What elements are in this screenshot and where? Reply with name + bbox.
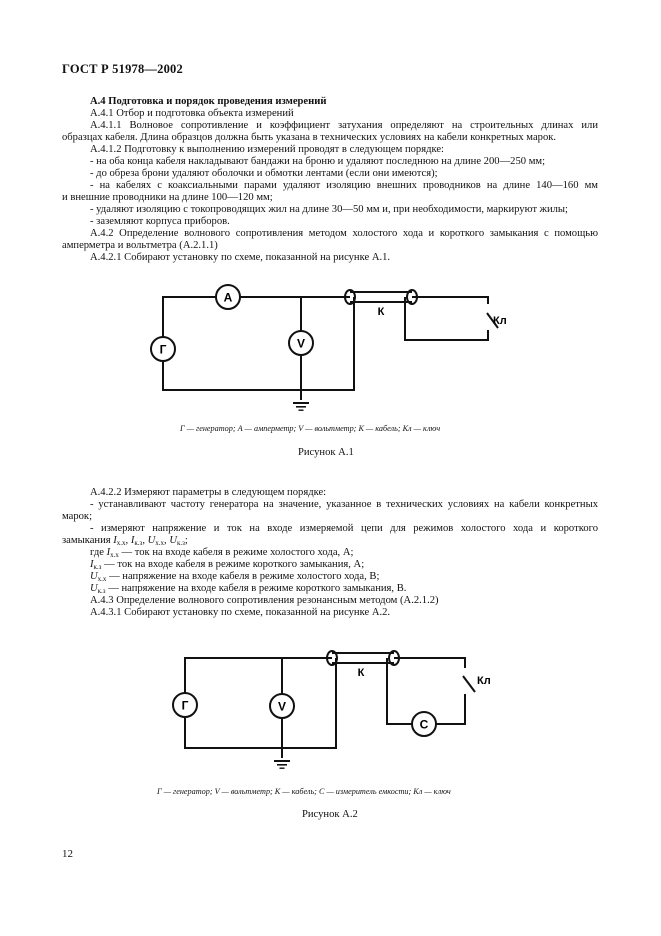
wire	[436, 694, 465, 724]
paragraph-a422: А.4.2.2 Измеряют параметры в следующем порядке:	[90, 487, 327, 498]
ammeter-label: А	[223, 290, 233, 305]
cable-body	[350, 292, 412, 302]
definition-item: $U_{х.х}$ — напряжение на входе кабеля в режиме холостого хода, В;	[90, 571, 380, 583]
wire	[163, 297, 354, 390]
paragraph-a43: А.4.3 Определение волнового сопротивления резонансным методом (А.2.1.2)	[90, 595, 439, 606]
paragraph-a412: А.4.1.2 Подготовку к выполнению измерений проводят в следующем порядке:	[90, 144, 444, 155]
wire	[387, 658, 412, 724]
definition-item: где $I_{х.х}$ — ток на входе кабеля в режиме холостого хода, А;	[90, 547, 354, 559]
cable-label: К	[357, 667, 365, 679]
wire	[163, 297, 216, 337]
figure-a2-title: Рисунок А.2	[302, 809, 358, 820]
paragraph-a411-line1: А.4.1.1 Волновое сопротивление и коэффициент затухания определяют на строительных длинах или	[90, 120, 598, 131]
list-item-continuation: и внешние проводники на длине 100—120 мм;	[62, 192, 273, 203]
paragraph-a42-line2: амперметра и вольтметра (А.2.1.1)	[62, 240, 218, 251]
voltmeter-label: V	[296, 336, 306, 351]
wire	[394, 658, 465, 668]
ground-icon	[293, 402, 309, 404]
figure-a2-circuit	[160, 646, 510, 774]
definition-item: $I_{к.з}$ — ток на входе кабеля в режиме короткого замыкания, А;	[90, 559, 365, 571]
generator-label: Г	[159, 342, 167, 357]
key-switch	[463, 676, 475, 692]
paragraph-a431: А.4.3.1 Собирают установку по схеме, показанной на рисунке А.2.	[90, 607, 391, 618]
cable-label: К	[377, 306, 385, 318]
key-label: Кл	[477, 675, 491, 687]
generator-label: Г	[181, 698, 189, 713]
list-item-continuation: замыкания $I_{х.х}$, $I_{к.з}$, $U_{х.х}$, $U_{к.з}$;	[62, 535, 188, 547]
list-item: - измеряют напряжение и ток на входе измеряемой цепи для режимов холостого хода и короткого	[90, 523, 598, 534]
wire	[185, 658, 336, 748]
figure-a1-title: Рисунок А.1	[298, 447, 354, 458]
list-item: - на оба конца кабеля накладывают бандажи на броню и удаляют последнюю на длине 200—250 мм;	[90, 156, 546, 167]
page-number: 12	[62, 848, 73, 860]
list-item: - заземляют корпуса приборов.	[90, 216, 230, 227]
paragraph-a41: А.4.1 Отбор и подготовка объекта измерений	[90, 108, 294, 119]
wire	[412, 297, 488, 304]
cable-body	[332, 653, 394, 663]
capacitance-meter-label: С	[419, 717, 429, 732]
figure-a1-legend: Г — генератор; А — амперметр; V — вольтметр; К — кабель; Кл — ключ	[180, 424, 441, 433]
wire	[185, 658, 332, 693]
voltmeter-label: V	[277, 699, 287, 714]
list-item-continuation: марок;	[62, 511, 93, 522]
figure-a1-circuit	[140, 282, 520, 417]
list-item: - удаляют изоляцию с токопроводящих жил на длине 30—50 мм и, при необходимости, маркируют жилы;	[90, 204, 568, 215]
paragraph-a42-line1: А.4.2 Определение волнового сопротивления методом холостого хода и короткого замыкания с помощью	[90, 228, 598, 239]
ground-icon	[274, 760, 290, 762]
document-header: ГОСТ Р 51978—2002	[62, 62, 183, 76]
figure-a2-legend: Г — генератор; V — вольтметр; К — кабель; С — измеритель емкости; Кл — ключ	[157, 787, 451, 796]
list-item: - на кабелях с коаксиальными парами удаляют изоляцию внешних проводников на длине 140—160 мм	[90, 180, 598, 191]
paragraph-a421: А.4.2.1 Собирают установку по схеме, показанной на рисунке А.1.	[90, 252, 391, 263]
key-label: Кл	[493, 315, 507, 327]
section-heading: А.4 Подготовка и порядок проведения измерений	[90, 96, 327, 107]
definition-item: $U_{к.з}$ — напряжение на входе кабеля в режиме короткого замыкания, В.	[90, 583, 407, 595]
paragraph-a411-line2: образцах кабеля. Длина образцов должна быть указана в технических условиях на кабели конкретных марок.	[62, 132, 557, 143]
list-item: - устанавливают частоту генератора на значение, указанное в технических условиях на кабели конкретных	[90, 499, 598, 510]
wire	[405, 297, 488, 340]
list-item: - до обреза брони удаляют оболочки и обмотки лентами (если они имеются);	[90, 168, 438, 179]
